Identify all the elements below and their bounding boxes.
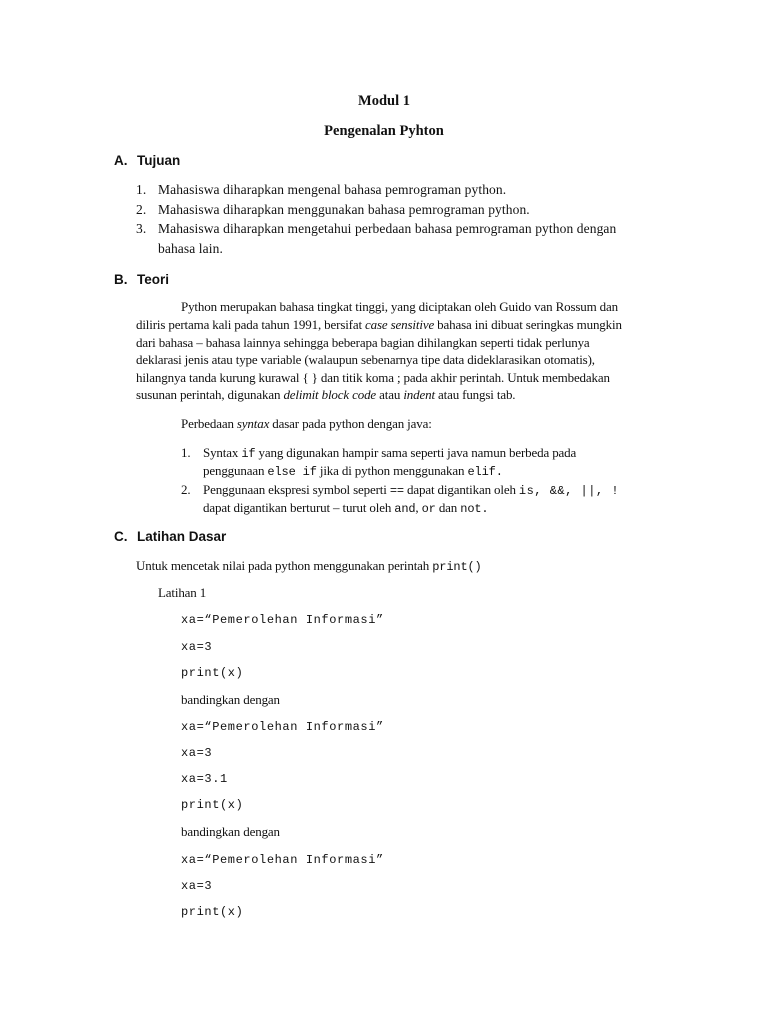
list-item-continuation: dapat digantikan berturut – turut oleh and, or dan not. bbox=[203, 500, 489, 516]
list-item-number: 3. bbox=[136, 221, 147, 236]
list-item: Mahasiswa diharapkan menggunakan bahasa pemrograman python. bbox=[158, 202, 530, 217]
exercise-label: Latihan 1 bbox=[158, 585, 207, 600]
list-item-number: 1. bbox=[181, 445, 191, 460]
list-item-number: 2. bbox=[181, 482, 191, 497]
list-item: Mahasiswa diharapkan mengenal bahasa pemrograman python. bbox=[158, 182, 507, 197]
section-a-heading: Tujuan bbox=[137, 153, 181, 168]
comparison-text: bandingkan dengan bbox=[181, 692, 280, 707]
section-c-heading: Latihan Dasar bbox=[137, 529, 227, 544]
list-item-number: 2. bbox=[136, 202, 147, 217]
code-line: print(x) bbox=[181, 798, 244, 812]
code-line: xa=“Pemerolehan Informasi” bbox=[181, 853, 384, 867]
section-b-letter: B. bbox=[114, 272, 128, 287]
code-line: print(x) bbox=[181, 666, 244, 680]
list-item: Syntax if yang digunakan hampir sama seperti java namun berbeda pada bbox=[203, 445, 577, 461]
paragraph-line: hilangnya tanda kurung kurawal { } dan titik koma ; pada akhir perintah. Untuk membedakan bbox=[136, 370, 610, 385]
print-intro: Untuk mencetak nilai pada python menggunakan perintah print() bbox=[136, 558, 482, 574]
paragraph-line: deklarasi jenis atau type variable (walaupun sebenarnya tipe data dideklarasikan otomatis), bbox=[136, 352, 595, 367]
document-title: Modul 1 bbox=[358, 93, 410, 109]
paragraph-line: dari bahasa – bahasa lainnya sehingga beberapa bagian dihilangkan seperti tidak perlunya bbox=[136, 335, 590, 350]
code-line: xa=3 bbox=[181, 746, 213, 760]
syntax-intro: Perbedaan syntax dasar pada python dengan java: bbox=[181, 416, 432, 431]
section-a-letter: A. bbox=[114, 153, 128, 168]
paragraph-line: susunan perintah, digunakan delimit block code atau indent atau fungsi tab. bbox=[136, 387, 516, 402]
comparison-text: bandingkan dengan bbox=[181, 824, 280, 839]
section-b-heading: Teori bbox=[137, 272, 170, 287]
list-item: Mahasiswa diharapkan mengetahui perbedaan bahasa pemrograman python dengan bbox=[158, 221, 617, 236]
list-item: Penggunaan ekspresi symbol seperti == dapat digantikan oleh is, &&, ||, ! bbox=[203, 482, 620, 498]
paragraph-line: Python merupakan bahasa tingkat tinggi, yang diciptakan oleh Guido van Rossum dan bbox=[181, 299, 618, 314]
code-line: xa=“Pemerolehan Informasi” bbox=[181, 613, 384, 627]
code-line: print(x) bbox=[181, 905, 244, 919]
code-line: xa=3 bbox=[181, 879, 213, 893]
code-line: xa=3 bbox=[181, 640, 213, 654]
section-c-letter: C. bbox=[114, 529, 128, 544]
list-item-continuation: bahasa lain. bbox=[158, 241, 223, 256]
document-subtitle: Pengenalan Pyhton bbox=[324, 123, 444, 139]
paragraph-line: diliris pertama kali pada tahun 1991, bersifat case sensitive bahasa ini dibuat seringkas mungkin bbox=[136, 317, 622, 332]
code-line: xa=3.1 bbox=[181, 772, 228, 786]
list-item-number: 1. bbox=[136, 182, 147, 197]
code-line: xa=“Pemerolehan Informasi” bbox=[181, 720, 384, 734]
list-item-continuation: penggunaan else if jika di python menggunakan elif. bbox=[203, 463, 503, 479]
